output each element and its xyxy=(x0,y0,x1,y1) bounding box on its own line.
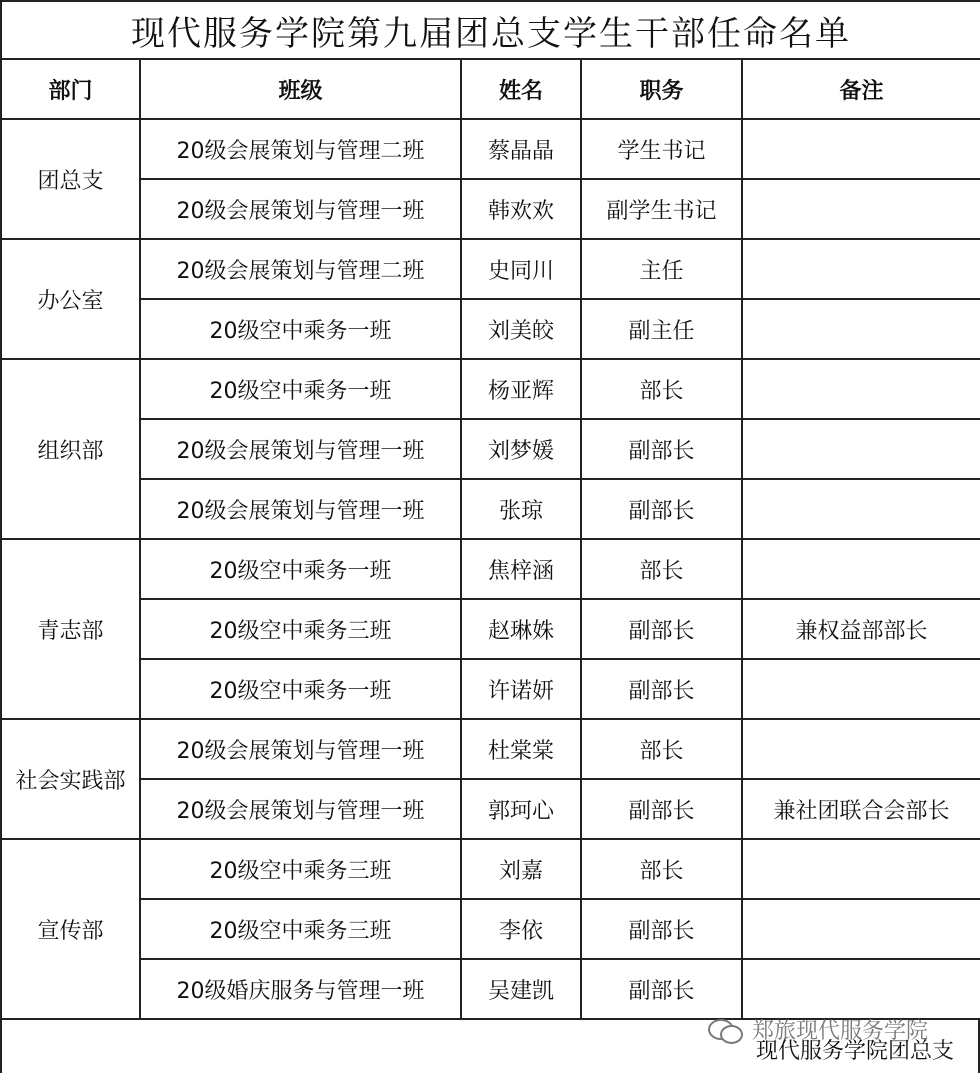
name-cell: 刘梦媛 xyxy=(461,419,581,479)
header-row xyxy=(1,59,980,119)
name-cell: 郭珂心 xyxy=(461,779,581,839)
wechat-icon xyxy=(708,1017,742,1043)
name-cell: 韩欢欢 xyxy=(461,179,581,239)
name-cell: 刘美皎 xyxy=(461,299,581,359)
table-row xyxy=(1,899,980,959)
class-cell: 20级会展策划与管理二班 xyxy=(140,239,461,299)
class-cell: 20级会展策划与管理一班 xyxy=(140,779,461,839)
name-cell: 李依 xyxy=(461,899,581,959)
position-cell: 副部长 xyxy=(581,479,742,539)
table-row xyxy=(1,539,980,599)
remark-cell: 兼权益部部长 xyxy=(742,599,980,659)
name-cell: 焦梓涵 xyxy=(461,539,581,599)
remark-cell xyxy=(742,539,980,599)
remark-cell xyxy=(742,659,980,719)
remark-cell xyxy=(742,179,980,239)
position-cell: 部长 xyxy=(581,839,742,899)
watermark-text: 郑旅现代服务学院 xyxy=(752,1019,929,1044)
position-cell: 副部长 xyxy=(581,659,742,719)
position-cell: 副部长 xyxy=(581,899,742,959)
class-cell: 20级空中乘务一班 xyxy=(140,359,461,419)
remark-cell xyxy=(742,959,980,1019)
remark-cell xyxy=(742,419,980,479)
position-cell: 主任 xyxy=(581,239,742,299)
remark-cell xyxy=(742,899,980,959)
table-row xyxy=(1,239,980,299)
position-cell: 副部长 xyxy=(581,419,742,479)
table-row xyxy=(1,959,980,1019)
remark-cell: 兼社团联合会部长 xyxy=(742,779,980,839)
header-name: 姓名 xyxy=(461,59,581,119)
table-body xyxy=(1,119,980,1019)
dept-cell: 青志部 xyxy=(1,539,140,719)
source-signature: 现代服务学院团总支 xyxy=(756,1039,955,1064)
class-cell: 20级空中乘务三班 xyxy=(140,839,461,899)
class-cell: 20级空中乘务一班 xyxy=(140,539,461,599)
header-position: 职务 xyxy=(581,59,742,119)
table-row xyxy=(1,839,980,899)
name-cell: 杜棠棠 xyxy=(461,719,581,779)
remark-cell xyxy=(742,359,980,419)
remark-cell xyxy=(742,719,980,779)
dept-cell: 办公室 xyxy=(1,239,140,359)
table-row xyxy=(1,779,980,839)
position-cell: 副部长 xyxy=(581,959,742,1019)
position-cell: 部长 xyxy=(581,539,742,599)
table-row xyxy=(1,719,980,779)
remark-cell xyxy=(742,839,980,899)
name-cell: 张琼 xyxy=(461,479,581,539)
class-cell: 20级空中乘务一班 xyxy=(140,659,461,719)
dept-cell: 社会实践部 xyxy=(1,719,140,839)
page-title: 现代服务学院第九届团总支学生干部任命名单 xyxy=(1,1,980,59)
header-class: 班级 xyxy=(140,59,461,119)
table-row xyxy=(1,299,980,359)
table-row xyxy=(1,659,980,719)
class-cell: 20级空中乘务一班 xyxy=(140,299,461,359)
header-remark: 备注 xyxy=(742,59,980,119)
class-cell: 20级会展策划与管理二班 xyxy=(140,119,461,179)
remark-cell xyxy=(742,119,980,179)
name-cell: 吴建凯 xyxy=(461,959,581,1019)
position-cell: 副主任 xyxy=(581,299,742,359)
position-cell: 学生书记 xyxy=(581,119,742,179)
position-cell: 副学生书记 xyxy=(581,179,742,239)
table-row xyxy=(1,119,980,179)
position-cell: 部长 xyxy=(581,719,742,779)
name-cell: 许诺妍 xyxy=(461,659,581,719)
header-dept: 部门 xyxy=(1,59,140,119)
position-cell: 部长 xyxy=(581,359,742,419)
table-row xyxy=(1,419,980,479)
class-cell: 20级婚庆服务与管理一班 xyxy=(140,959,461,1019)
remark-cell xyxy=(742,299,980,359)
class-cell: 20级会展策划与管理一班 xyxy=(140,179,461,239)
name-cell: 赵琳姝 xyxy=(461,599,581,659)
class-cell: 20级会展策划与管理一班 xyxy=(140,479,461,539)
table-row xyxy=(1,479,980,539)
remark-cell xyxy=(742,239,980,299)
class-cell: 20级空中乘务三班 xyxy=(140,899,461,959)
name-cell: 刘嘉 xyxy=(461,839,581,899)
name-cell: 杨亚辉 xyxy=(461,359,581,419)
table-row xyxy=(1,599,980,659)
class-cell: 20级会展策划与管理一班 xyxy=(140,419,461,479)
name-cell: 蔡晶晶 xyxy=(461,119,581,179)
remark-cell xyxy=(742,479,980,539)
dept-cell: 宣传部 xyxy=(1,839,140,1019)
position-cell: 副部长 xyxy=(581,599,742,659)
dept-cell: 团总支 xyxy=(1,119,140,239)
dept-cell: 组织部 xyxy=(1,359,140,539)
table-row xyxy=(1,179,980,239)
position-cell: 副部长 xyxy=(581,779,742,839)
class-cell: 20级空中乘务三班 xyxy=(140,599,461,659)
class-cell: 20级会展策划与管理一班 xyxy=(140,719,461,779)
name-cell: 史同川 xyxy=(461,239,581,299)
table-row xyxy=(1,359,980,419)
